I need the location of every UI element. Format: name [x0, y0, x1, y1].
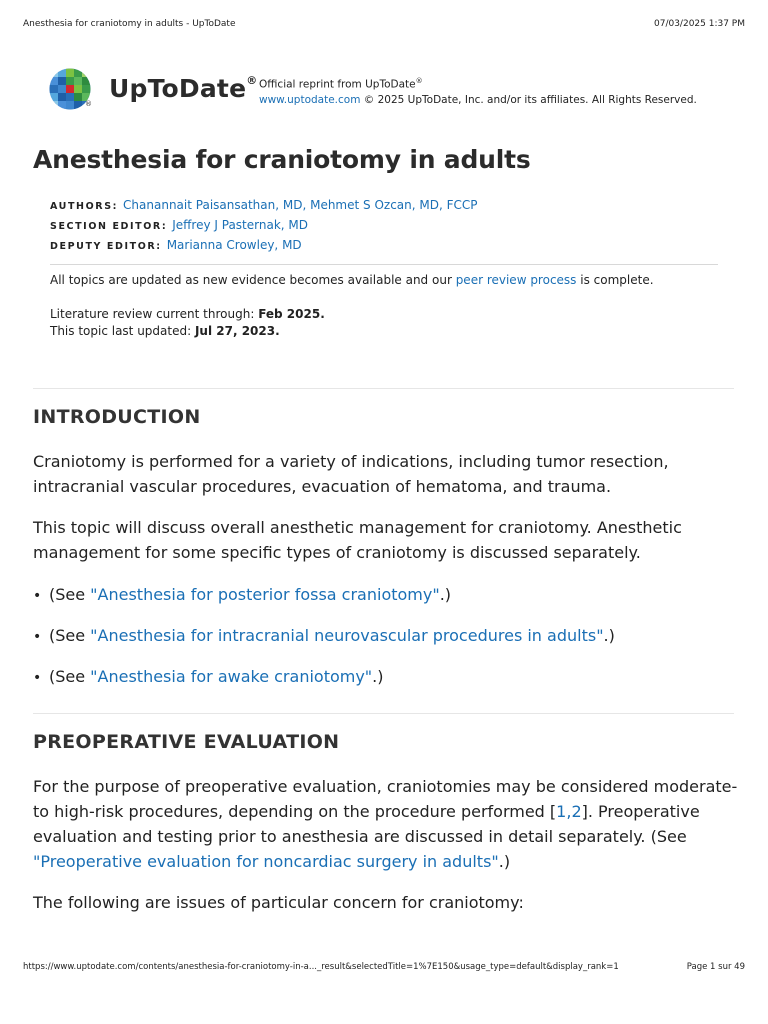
section-editor-row — [50, 216, 478, 236]
section-editor-link[interactable]: Jeffrey J Pasternak, MD — [172, 218, 308, 232]
reprint-notice — [259, 74, 697, 108]
paragraph: For the purpose of preoperative evaluation, craniotomies may be considered moderate- to high-risk procedures, depending on the procedure performed [1,2]. Preoperative evaluation and testing prior to anesthesia are discussed in detail separately. (See "Preoperative evaluation for noncardiac surgery in adults".) — [33, 777, 738, 871]
divider — [33, 713, 734, 714]
list-item: • (See "Anesthesia for intracranial neurovascular procedures in adults".) — [33, 626, 615, 645]
paragraph: This topic will discuss overall anesthetic management for craniotomy. Anesthetic management for some specific types of craniotomy is discussed separately. — [33, 518, 682, 562]
logo-registered-mark: ® — [85, 100, 92, 108]
list-item: • (See "Anesthesia for posterior fossa craniotomy".) — [33, 585, 452, 604]
topic-link-posterior-fossa[interactable]: "Anesthesia for posterior fossa craniotomy" — [90, 585, 440, 604]
print-footer — [23, 962, 745, 972]
brand[interactable] — [49, 68, 257, 110]
topic-link-neurovascular[interactable]: "Anesthesia for intracranial neurovascular procedures in adults" — [90, 626, 604, 645]
brand-name: UpToDate® — [109, 73, 258, 103]
reprint-line: Official reprint from UpToDate® — [259, 77, 423, 91]
authors-link[interactable]: Chanannait Paisansathan, MD, Mehmet S Ozcan, MD, FCCP — [123, 198, 478, 212]
section-editor-label: SECTION EDITOR: — [50, 221, 168, 232]
topic-link-preoperative-evaluation[interactable]: "Preoperative evaluation for noncardiac surgery in adults" — [33, 852, 499, 871]
list-item: • (See "Anesthesia for awake craniotomy".) — [33, 667, 384, 686]
copyright-line: www.uptodate.com © 2025 UpToDate, Inc. and/or its affiliates. All Rights Reserved. — [259, 93, 697, 106]
topic-link-awake-craniotomy[interactable]: "Anesthesia for awake craniotomy" — [90, 667, 373, 686]
deputy-editor-row — [50, 236, 478, 256]
page-number: Page 1 sur 49 — [686, 962, 745, 972]
divider — [33, 388, 734, 389]
deputy-editor-label: DEPUTY EDITOR: — [50, 241, 162, 252]
section-heading-introduction: INTRODUCTION — [33, 406, 201, 428]
literature-review-date: Literature review current through: Feb 2025. — [50, 307, 325, 321]
topic-dates — [50, 306, 325, 340]
update-notice: All topics are updated as new evidence becomes available and our peer review process is complete. — [50, 273, 654, 287]
print-footer-url: https://www.uptodate.com/contents/anesthesia-for-craniotomy-in-a..._result&selectedTitle=1%7E150&usage_type=default&display_rank=1 — [23, 962, 619, 972]
brand-registered-mark: ® — [246, 74, 258, 88]
contributors — [50, 196, 478, 256]
bullet-icon: • — [33, 588, 42, 604]
print-header-title: Anesthesia for craniotomy in adults - UpToDate — [23, 19, 236, 29]
paragraph: The following are issues of particular concern for craniotomy: — [33, 893, 524, 912]
deputy-editor-link[interactable]: Marianna Crowley, MD — [166, 238, 302, 252]
peer-review-link[interactable]: peer review process — [455, 273, 577, 287]
divider — [50, 264, 718, 265]
uptodate-logo-icon — [49, 68, 91, 110]
print-header-datetime: 07/03/2025 1:37 PM — [654, 19, 745, 29]
uptodate-url-link[interactable]: www.uptodate.com — [259, 93, 361, 106]
bullet-icon: • — [33, 670, 42, 686]
print-header — [23, 19, 745, 29]
section-heading-preoperative: PREOPERATIVE EVALUATION — [33, 731, 340, 753]
paragraph: Craniotomy is performed for a variety of indications, including tumor resection, intracranial vascular procedures, evacuation of hematoma, and trauma. — [33, 452, 669, 496]
page-title: Anesthesia for craniotomy in adults — [33, 145, 531, 174]
last-updated-date: This topic last updated: Jul 27, 2023. — [50, 324, 280, 338]
bullet-icon: • — [33, 629, 42, 645]
authors-row — [50, 196, 478, 216]
reference-link[interactable]: 1,2 — [556, 802, 582, 821]
authors-label: AUTHORS: — [50, 201, 119, 212]
